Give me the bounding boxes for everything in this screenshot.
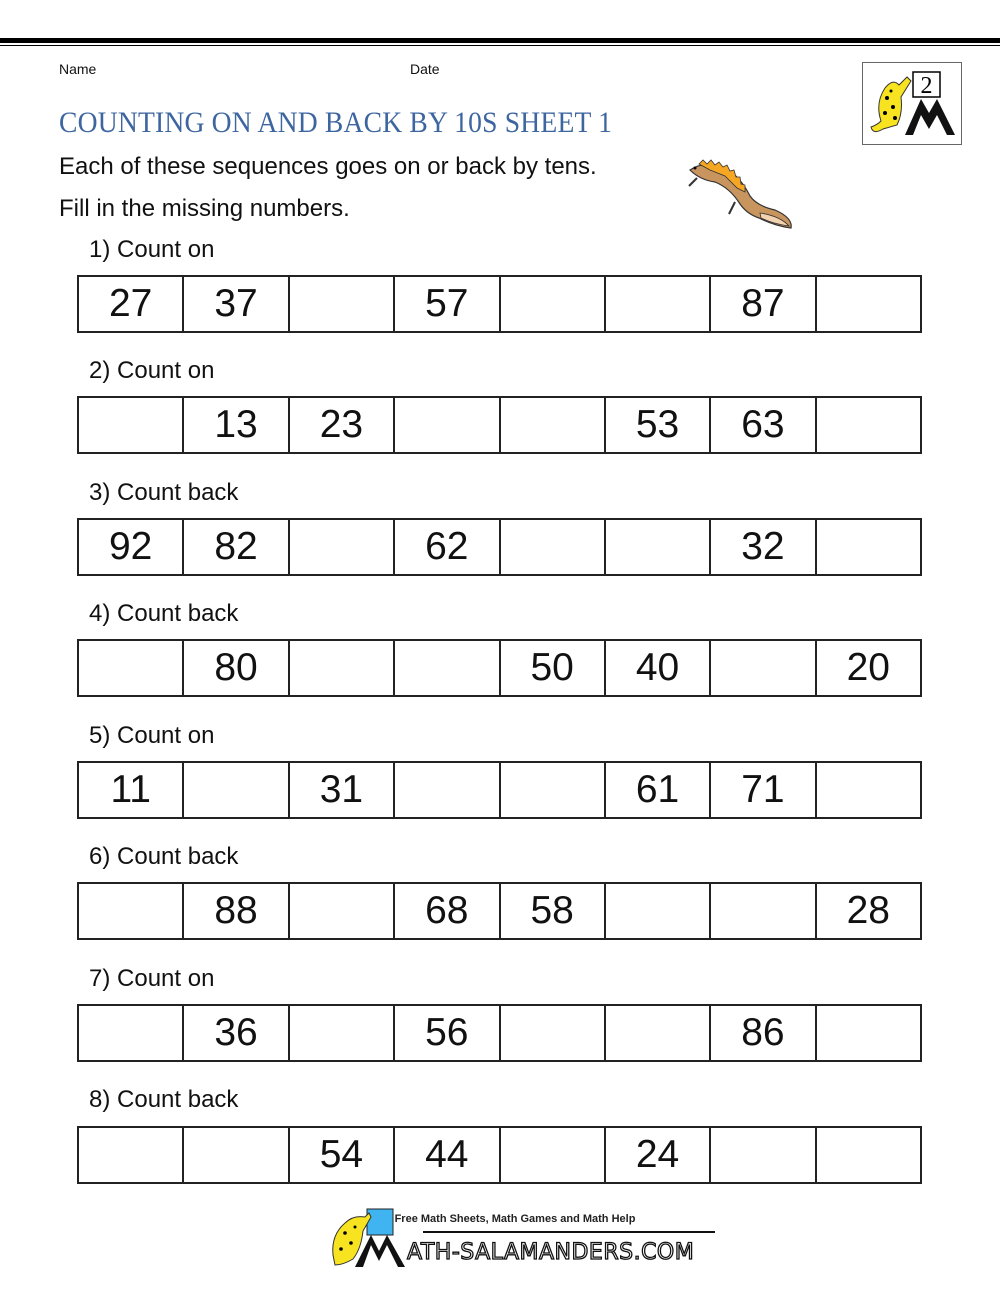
answer-cell[interactable] (711, 641, 816, 695)
sequence-cell: 32 (711, 520, 816, 574)
top-rule (0, 38, 1000, 43)
sequence-cell: 37 (184, 277, 289, 331)
sequence-cell: 82 (184, 520, 289, 574)
top-rule-thin (0, 45, 1000, 46)
question-label: 1) Count on (89, 236, 215, 263)
sequence-cell: 80 (184, 641, 289, 695)
sequence-cell: 61 (606, 763, 711, 817)
answer-cell[interactable] (606, 1006, 711, 1060)
answer-cell[interactable] (184, 763, 289, 817)
answer-cell[interactable] (184, 1128, 289, 1182)
answer-cell[interactable] (395, 398, 500, 452)
page-title: COUNTING ON AND BACK BY 10S SHEET 1 (59, 106, 613, 139)
footer-tagline: Free Math Sheets, Math Games and Math Help (394, 1213, 636, 1225)
answer-cell[interactable] (79, 884, 184, 938)
question-label: 7) Count on (89, 965, 215, 992)
question-label: 2) Count on (89, 357, 215, 384)
sequence-cell: 40 (606, 641, 711, 695)
sequence-row (77, 761, 922, 819)
answer-cell[interactable] (290, 884, 395, 938)
answer-cell[interactable] (711, 1128, 816, 1182)
question-label: 3) Count back (89, 479, 239, 506)
answer-cell[interactable] (501, 277, 606, 331)
answer-cell[interactable] (79, 641, 184, 695)
answer-cell[interactable] (290, 641, 395, 695)
sequence-cell: 11 (79, 763, 184, 817)
question-label: 5) Count on (89, 722, 215, 749)
sequence-row (77, 518, 922, 576)
instruction-line-1: Each of these sequences goes on or back by tens. (59, 153, 597, 180)
sequence-row (77, 639, 922, 697)
answer-cell[interactable] (817, 763, 920, 817)
answer-cell[interactable] (606, 277, 711, 331)
answer-cell[interactable] (501, 1128, 606, 1182)
sequence-cell: 53 (606, 398, 711, 452)
sequence-cell: 54 (290, 1128, 395, 1182)
answer-cell[interactable] (79, 1006, 184, 1060)
answer-cell[interactable] (501, 520, 606, 574)
date-label: Date (410, 61, 440, 77)
sequence-row (77, 275, 922, 333)
sequence-cell: 31 (290, 763, 395, 817)
sequence-cell: 56 (395, 1006, 500, 1060)
instruction-line-2: Fill in the missing numbers. (59, 195, 350, 222)
question-label: 6) Count back (89, 843, 239, 870)
sequence-cell: 71 (711, 763, 816, 817)
answer-cell[interactable] (817, 1128, 920, 1182)
sequence-row (77, 1004, 922, 1062)
sequence-cell: 23 (290, 398, 395, 452)
sequence-cell: 27 (79, 277, 184, 331)
sequence-cell: 87 (711, 277, 816, 331)
answer-cell[interactable] (606, 884, 711, 938)
question-label: 8) Count back (89, 1086, 239, 1113)
footer-logo[interactable] (325, 1205, 715, 1275)
sequence-cell: 20 (846, 646, 890, 689)
sequence-cell: 50 (501, 641, 606, 695)
answer-cell[interactable] (501, 763, 606, 817)
sequence-cell: 62 (395, 520, 500, 574)
sequence-cell: 44 (395, 1128, 500, 1182)
answer-cell[interactable] (501, 1006, 606, 1060)
answer-cell[interactable] (290, 1006, 395, 1060)
sequence-cell: 58 (501, 884, 606, 938)
sequence-cell: 24 (606, 1128, 711, 1182)
answer-cell[interactable] (290, 520, 395, 574)
sequence-cell: 57 (395, 277, 500, 331)
answer-cell[interactable] (711, 884, 816, 938)
answer-cell[interactable] (395, 763, 500, 817)
answer-cell[interactable] (79, 1128, 184, 1182)
logo-grade: 2 (920, 73, 933, 99)
question-label: 4) Count back (89, 600, 239, 627)
sequence-cell: 36 (184, 1006, 289, 1060)
math-salamanders-logo (862, 62, 962, 145)
answer-cell[interactable] (395, 641, 500, 695)
sequence-row (77, 396, 922, 454)
sequence-row (77, 882, 922, 940)
sequence-cell: 68 (395, 884, 500, 938)
footer-site-name: ATH-SALAMANDERS.COM (407, 1240, 695, 1265)
sequence-cell: 92 (79, 520, 184, 574)
sequence-cell: 63 (711, 398, 816, 452)
sequence-cell: 28 (846, 889, 890, 932)
answer-cell[interactable] (290, 277, 395, 331)
answer-cell[interactable] (817, 1006, 920, 1060)
name-label: Name (59, 61, 97, 77)
answer-cell[interactable] (606, 520, 711, 574)
answer-cell[interactable] (501, 398, 606, 452)
answer-cell[interactable] (817, 277, 920, 331)
answer-cell[interactable] (817, 398, 920, 452)
sequence-cell: 13 (184, 398, 289, 452)
sequence-row (77, 1126, 922, 1184)
sequence-cell: 88 (184, 884, 289, 938)
answer-cell[interactable] (817, 520, 920, 574)
answer-cell[interactable] (79, 398, 184, 452)
sequence-cell: 86 (711, 1006, 816, 1060)
salamander-illustration (685, 158, 795, 233)
